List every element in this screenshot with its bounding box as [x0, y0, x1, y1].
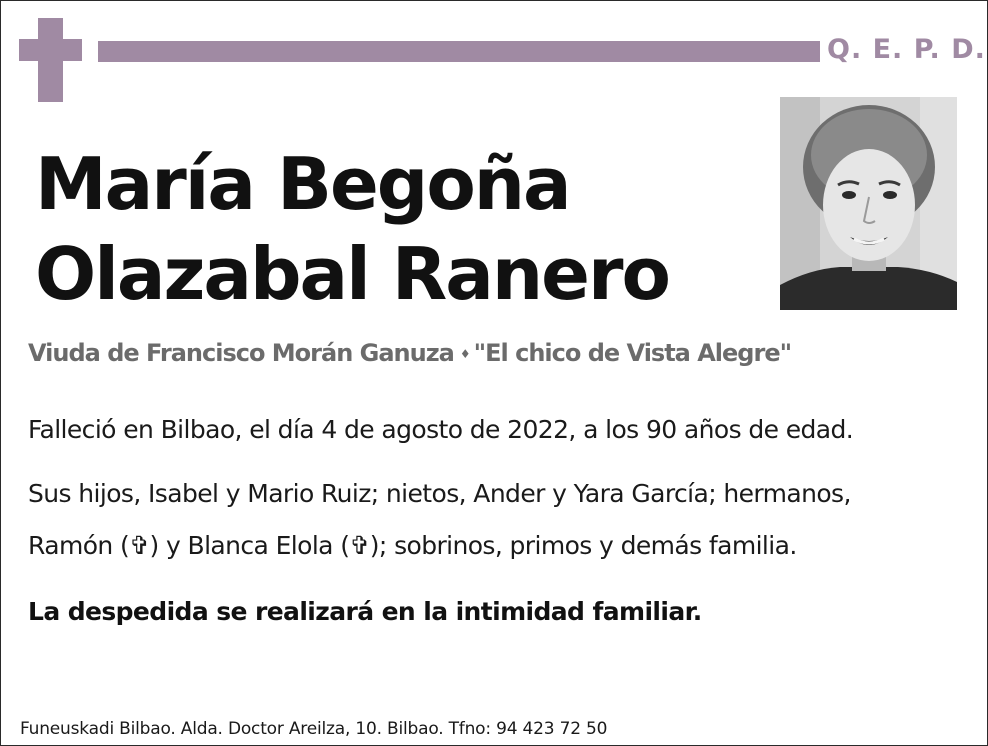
subtitle: [28, 339, 791, 367]
farewell-notice: La despedida se realizará en la intimidad familiar.: [28, 597, 702, 626]
name-line-2: Olazabal Ranero: [35, 232, 669, 316]
qepd-label: Q. E. P. D.: [827, 34, 986, 65]
widow-of: Viuda de Francisco Morán Ganuza: [28, 339, 454, 367]
funeral-home-footer: Funeuskadi Bilbao. Alda. Doctor Areilza, 10. Bilbao. Tfno: 94 423 72 50: [20, 719, 608, 739]
latin-cross-icon-bar: [19, 39, 82, 61]
header-rule: [98, 41, 820, 62]
family-line-1: Sus hijos, Isabel y Mario Ruiz; nietos, Ander y Yara García; hermanos,: [28, 479, 851, 508]
death-announcement: Falleció en Bilbao, el día 4 de agosto de 2022, a los 90 años de edad.: [28, 415, 854, 444]
diamond-separator-icon: ♦: [459, 347, 470, 361]
deceased-photo: [780, 97, 957, 310]
nickname: "El chico de Vista Alegre": [473, 339, 792, 367]
family-line-2: Ramón (✞) y Blanca Elola (✞); sobrinos, primos y demás familia.: [28, 531, 797, 560]
deceased-name: [35, 139, 669, 319]
name-line-1: María Begoña: [35, 142, 570, 226]
